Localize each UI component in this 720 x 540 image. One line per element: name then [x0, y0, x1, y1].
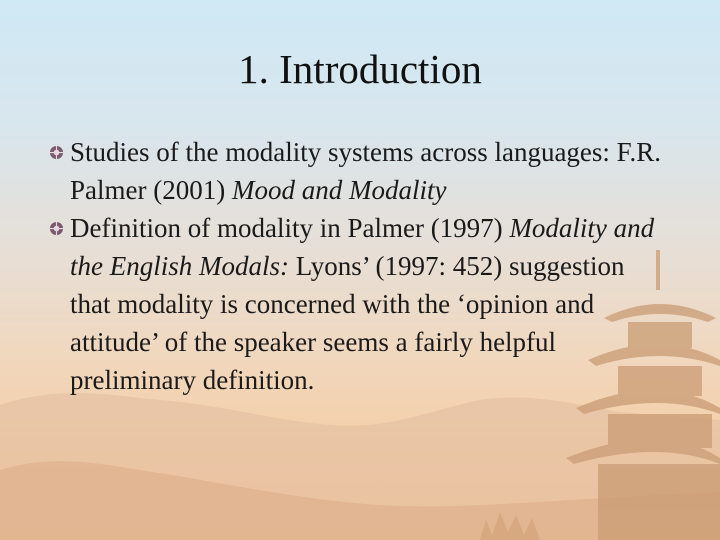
bullet-2-italic: Modality and the English Modals:: [70, 213, 655, 281]
bullet-item-1: [50, 133, 670, 209]
bullet-2-text: Definition of modality in Palmer (1997): [70, 213, 510, 243]
flower-bullet-icon: [49, 145, 64, 160]
slide-title: 1. Introduction: [238, 46, 482, 92]
bullet-item-2: [50, 209, 670, 399]
bullet-list: [50, 133, 670, 399]
bullet-1-text: Studies of the modality systems across languages: F.R. Palmer (2001): [70, 137, 662, 205]
bullet-2-text-after: Lyons’ (1997: 452) suggestion that modality is concerned with the ‘opinion and attitude’ of the speaker seems a fairly helpful preliminary definition.: [70, 251, 625, 395]
flower-bullet-icon: [49, 221, 64, 236]
bullet-1-italic: Mood and Modality: [231, 175, 447, 205]
